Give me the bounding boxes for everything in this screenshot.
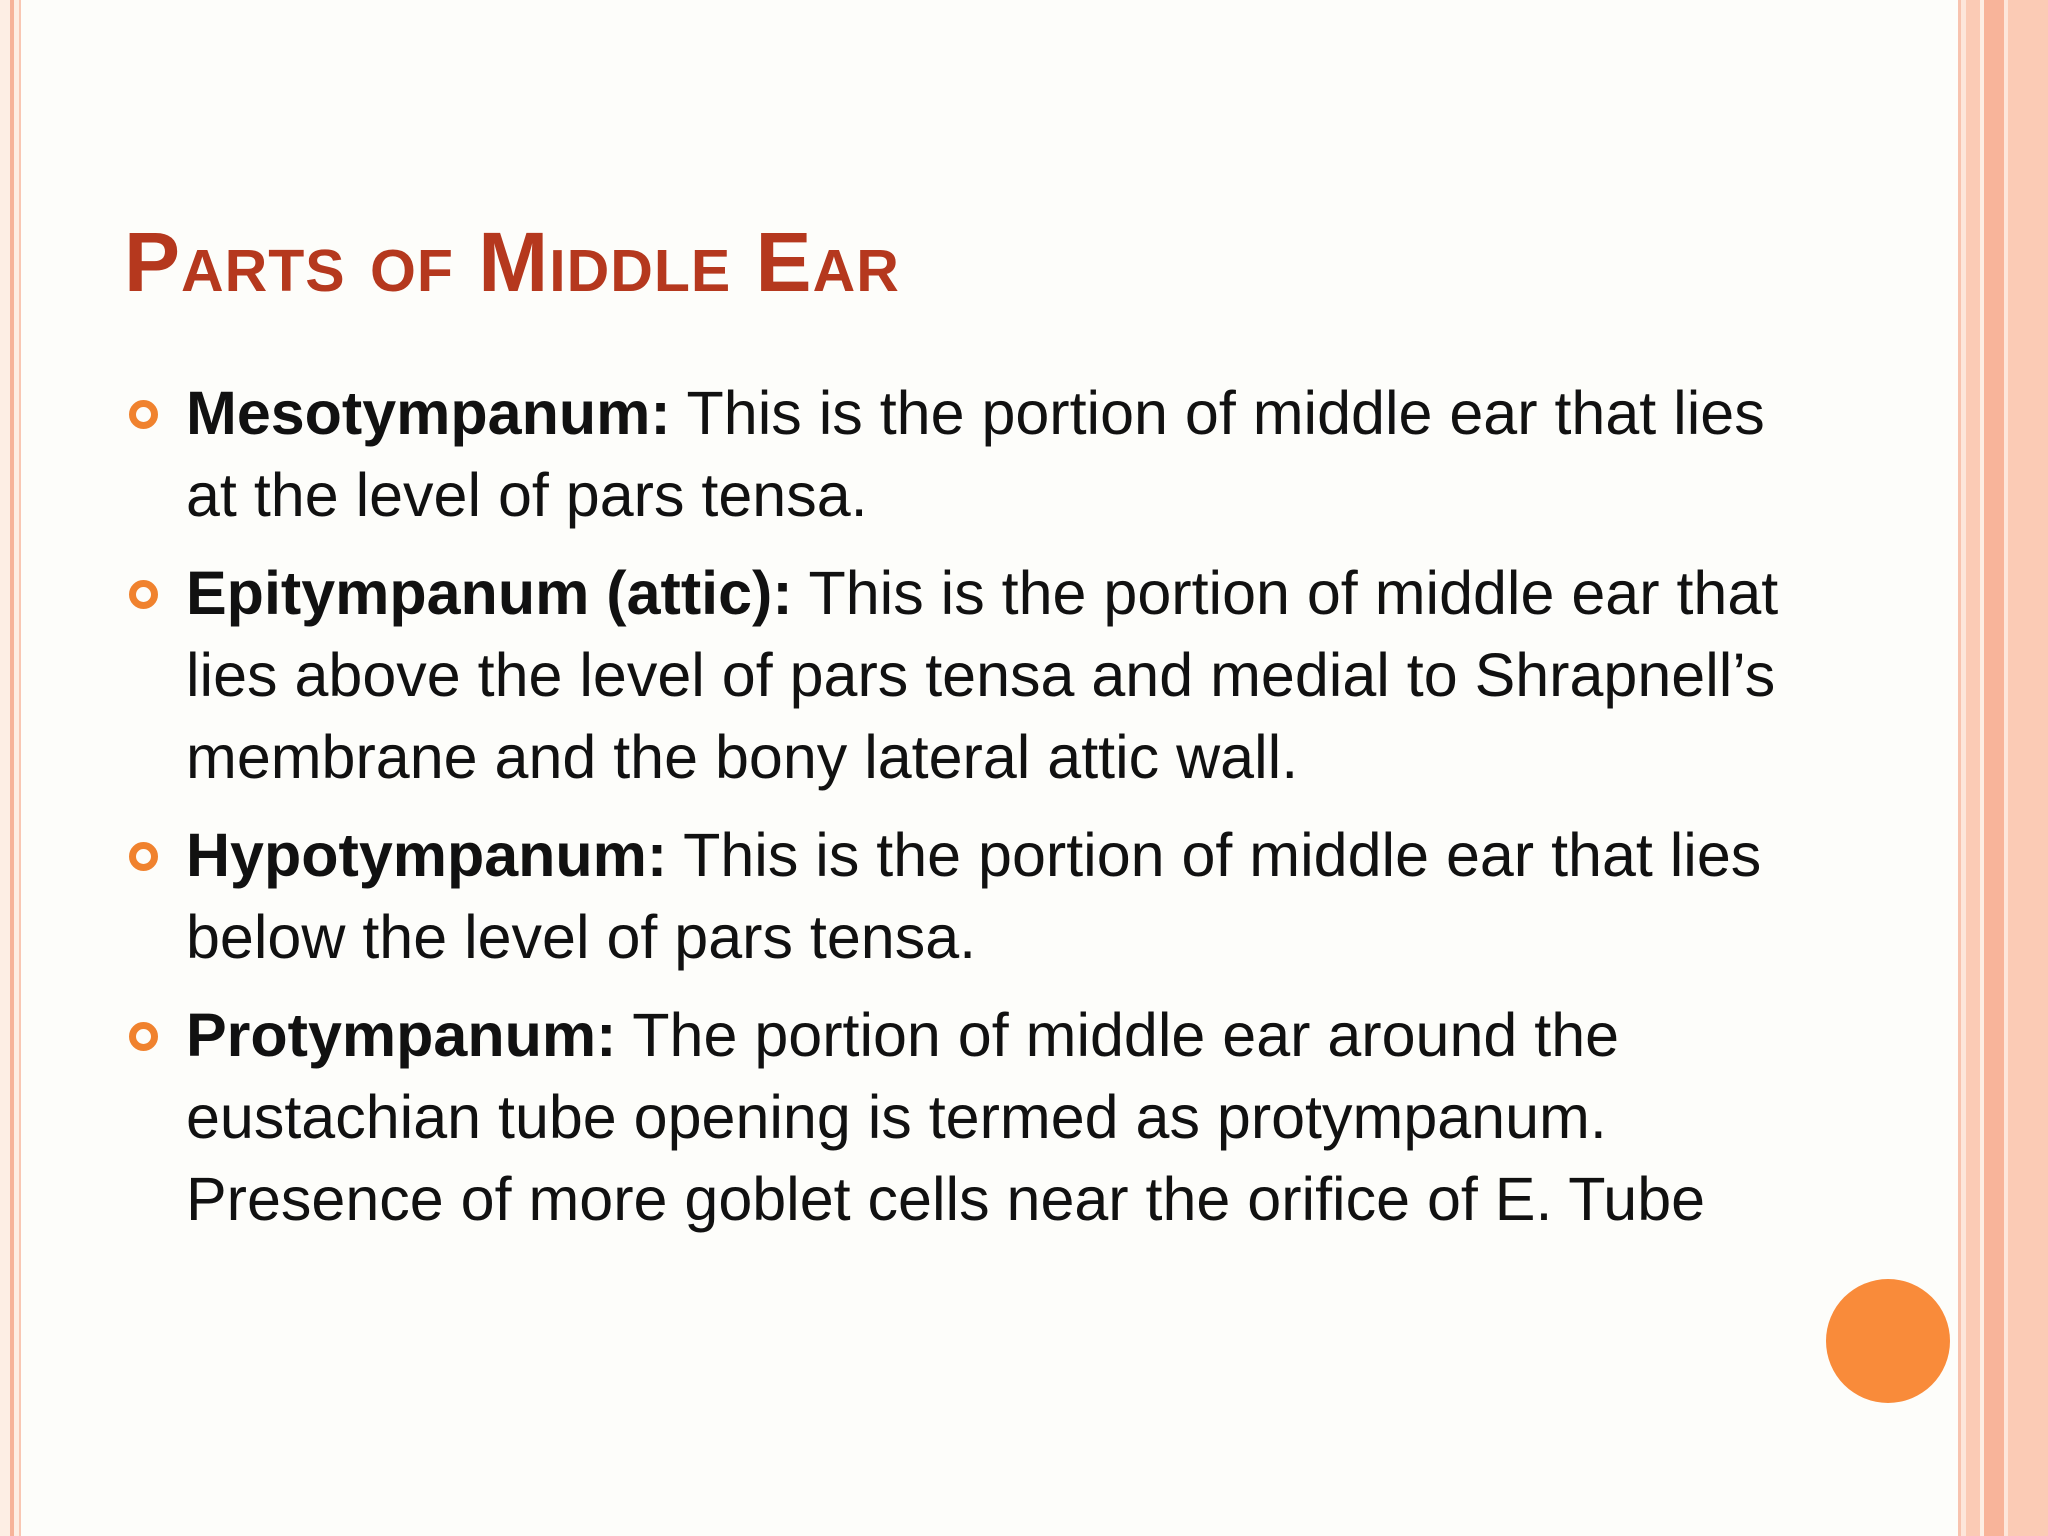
- bullet-item-protympanum: [124, 994, 1804, 1240]
- right-border-stripe: [1966, 0, 1980, 1536]
- slide-title: Parts of Middle Ear: [124, 215, 900, 309]
- bullet-text: This is the portion of middle ear that lies at the level of pars tensa.: [186, 379, 1765, 529]
- decorative-circle: [1826, 1279, 1950, 1403]
- bullet-text: This is the portion of middle ear that lies below the level of pars tensa.: [186, 821, 1762, 971]
- right-border-stripe: [2008, 0, 2048, 1536]
- bullet-term: Mesotympanum:: [186, 379, 671, 447]
- bullet-term: Hypotympanum:: [186, 821, 668, 889]
- bullet-term: Epitympanum (attic):: [186, 559, 793, 627]
- right-border-stripe: [1984, 0, 2004, 1536]
- bullet-list: [124, 372, 1804, 1256]
- bullet-item-epitympanum: [124, 552, 1804, 798]
- hollow-circle-bullet-icon: [129, 400, 158, 429]
- bullet-text: This is the portion of middle ear that lies above the level of pars tensa and medial to Shrapnell’s membrane and the bony lateral attic wall.: [186, 559, 1779, 791]
- hollow-circle-bullet-icon: [129, 1022, 158, 1051]
- left-border-stripe: [19, 0, 21, 1536]
- hollow-circle-bullet-icon: [129, 580, 158, 609]
- bullet-term: Protympanum:: [186, 1001, 617, 1069]
- bullet-text: The portion of middle ear around the eustachian tube opening is termed as protympanum. Presence of more goblet cells near the orifice of E. Tube: [186, 1001, 1706, 1233]
- bullet-item-mesotympanum: [124, 372, 1804, 536]
- hollow-circle-bullet-icon: [129, 842, 158, 871]
- bullet-item-hypotympanum: [124, 814, 1804, 978]
- left-border-stripe: [0, 0, 10, 1536]
